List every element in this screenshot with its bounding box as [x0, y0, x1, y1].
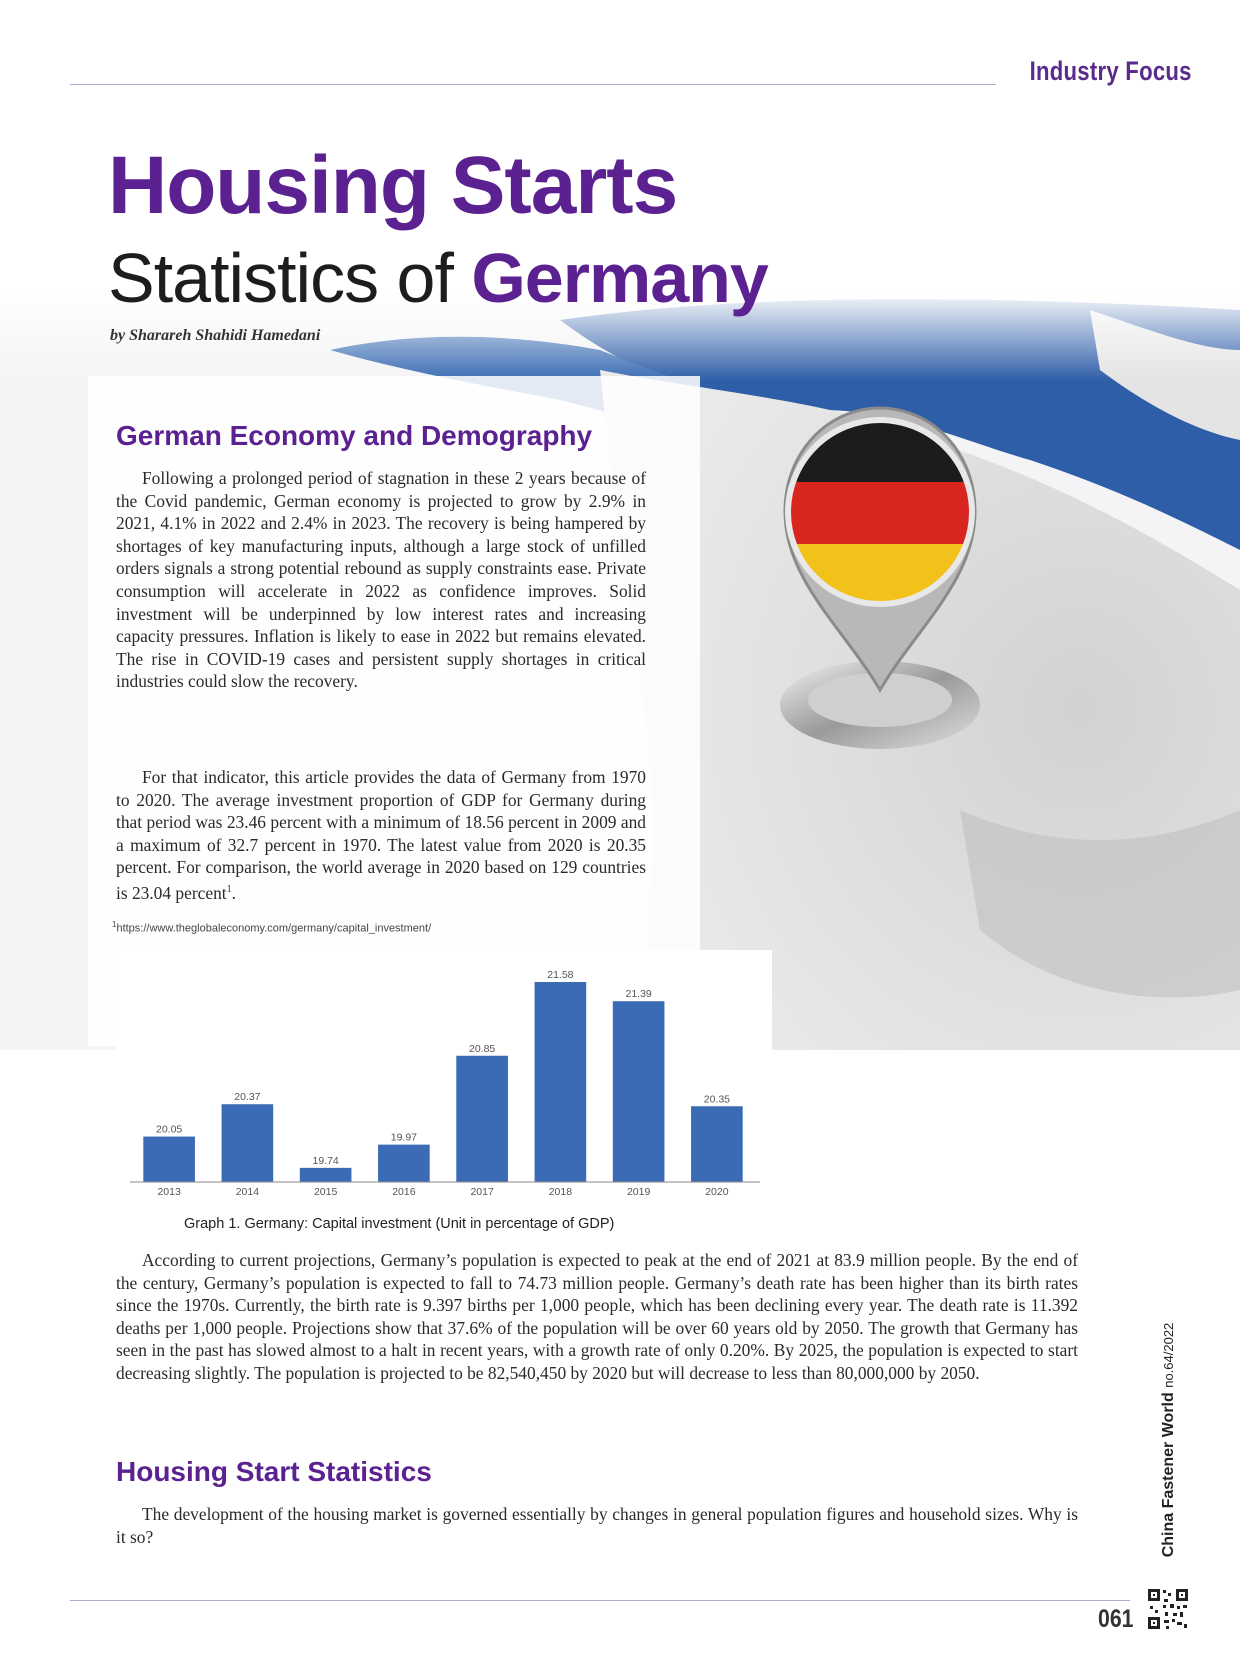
x-tick-label: 2013 — [157, 1186, 181, 1198]
bar-value-label: 21.58 — [547, 969, 574, 982]
section-heading-economy: German Economy and Demography — [116, 420, 593, 451]
magazine-name — [1160, 1323, 1178, 1558]
paragraph-economy-text: Following a prolonged period of stagnation in these 2 years because of the Covid pandemic, German economy is projected to grow by 2.9% in 2021, 4.1% in 2022 and 2.4% in 2023. The recovery is being hampered by shortages of key manufacturing inputs, although a large stock of unfilled orders signals a strong potential rebound as supply constraints ease. Private consumption will accelerate in 2022 as confidence improves. Solid investment will be underpinned by low interest rates and increasing capacity pressures. Inflation is likely to ease in 2022 but remains elevated. The rise in COVID-19 cases and persistent supply shortages in critical industries could slow the recovery. — [116, 468, 646, 692]
chart-bar — [535, 982, 587, 1182]
paragraph-indicator — [116, 766, 646, 904]
chart-bar — [378, 1145, 430, 1182]
bar-value-label: 20.35 — [703, 1093, 731, 1106]
x-tick-label: 2020 — [705, 1186, 729, 1198]
x-tick-label: 2014 — [235, 1186, 260, 1198]
footnote-url: https://www.theglobaleconomy.com/germany/capital_investment/ — [116, 922, 432, 935]
chart-caption: Graph 1. Germany: Capital investment (Unit in percentage of GDP) — [184, 1216, 615, 1232]
bar-value-label: 20.05 — [155, 1123, 183, 1136]
bar-value-label: 21.39 — [625, 988, 652, 1001]
subtitle-plain: Statistics of — [108, 239, 472, 317]
footnote — [112, 920, 431, 935]
chart-bar — [143, 1137, 195, 1182]
header-rule — [70, 84, 996, 85]
paragraph-economy — [116, 467, 646, 693]
paragraph-population-text: According to current projections, Germany’s population is expected to peak at the end of 2021 at 83.9 million people. By the end of the century, Germany’s population is expected to fall to 74.73 million people. Germany’s death rate has been higher than its birth rates since the 1970s. Currently, the birth rate is 9.397 births per 1,000 people, which has been declining every year. The death rate is 11.392 deaths per 1,000 people. Projections show that 37.6% of the population will be over 60 years old by 2050. The growth that Germany has seen in the past has slowed almost to a halt in recent years, with a growth rate of only 0.20%. By 2025, the population is expected to start decreasing slightly. The population is projected to be 82,540,450 by 2020 but will decrease to less than 80,000,000 by 2050. — [116, 1250, 1078, 1383]
capital-investment-chart — [116, 950, 772, 1210]
article-title: Housing Starts — [108, 140, 678, 231]
x-tick-label: 2015 — [313, 1186, 338, 1198]
x-tick-label: 2016 — [392, 1186, 416, 1198]
bar-value-label: 20.37 — [234, 1091, 261, 1104]
chart-bar — [691, 1106, 743, 1182]
chart-bar — [300, 1168, 352, 1182]
page-number: 061 — [1098, 1605, 1134, 1633]
section-heading-housing: Housing Start Statistics — [116, 1456, 432, 1487]
bar-value-label: 20.85 — [468, 1042, 496, 1055]
magazine-title: China Fastener World — [1160, 1387, 1177, 1558]
bar-value-label: 19.74 — [312, 1154, 339, 1167]
magazine-issue: no.64/2022 — [1161, 1322, 1176, 1388]
paragraph-housing — [116, 1503, 1078, 1548]
chart-bar — [456, 1056, 508, 1182]
x-tick-label: 2017 — [470, 1186, 494, 1198]
paragraph-indicator-end: . — [231, 882, 236, 903]
x-tick-label: 2019 — [626, 1186, 651, 1198]
byline: by Sharareh Shahidi Hamedani — [110, 327, 321, 344]
subtitle-bold: Germany — [471, 239, 768, 317]
chart-container — [116, 950, 772, 1210]
article-subtitle — [108, 239, 768, 317]
section-label: Industry Focus — [1029, 56, 1192, 86]
qr-code-icon — [1146, 1587, 1190, 1631]
footnote-ref: 1 — [226, 883, 232, 895]
footer-rule — [70, 1600, 1130, 1601]
paragraph-population — [116, 1249, 1078, 1385]
chart-bar — [613, 1001, 665, 1182]
paragraph-housing-text: The development of the housing market is governed essentially by changes in general population figures and household sizes. Why is it so? — [116, 1504, 1078, 1547]
bar-value-label: 19.97 — [390, 1131, 418, 1144]
footnote-number: 1 — [112, 920, 117, 929]
paragraph-indicator-text: For that indicator, this article provides the data of Germany from 1970 to 2020. The average investment proportion of GDP for Germany during that period was 23.46 percent with a minimum of 18.56 percent in 2009 and a maximum of 32.7 percent in 1970. The latest value from 2020 is 20.35 percent. For comparison, the world average in 2020 based on 129 countries is 23.04 percent — [116, 767, 646, 903]
x-tick-label: 2018 — [548, 1186, 573, 1198]
chart-bar — [222, 1104, 274, 1182]
